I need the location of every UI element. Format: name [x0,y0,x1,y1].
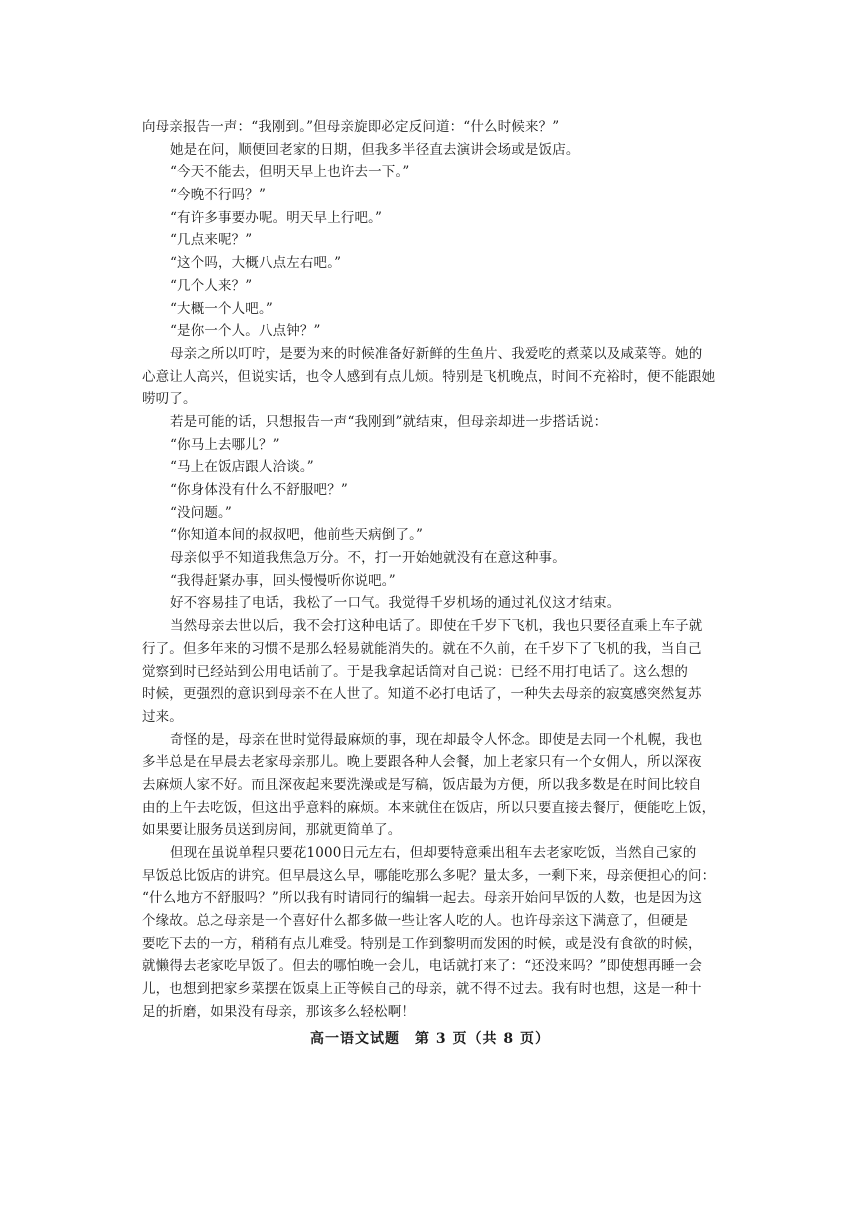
text-line: “今晚不行吗？” [170,187,267,204]
document-body [142,116,734,1024]
text-line: 个缘故。总之母亲是一个喜好什么都多做一些让客人吃的人。也许母亲这下满意了，但硬是 [142,913,688,930]
text-line: 母亲之所以叮咛，是要为来的时候准备好新鲜的生鱼片、我爱吃的煮菜以及咸菜等。她的 [170,345,703,362]
text-line: “几点来呢？” [170,232,253,249]
text-line: “你身体没有什么不舒服吧？” [170,482,348,498]
text-line: 行了。但多年来的习惯不是那么轻易就能消失的。就在不久前，在千岁下了飞机的我，当自己 [142,640,702,657]
text-line: “是你一个人。八点钟？” [170,323,321,340]
text-line: 但现在虽说单程只要花1000日元左右，但却要特意乘出租车去老家吃饭，当然自己家的 [170,845,697,861]
text-line: 要吃下去的一方，稍稍有点儿难受。特别是工作到黎明而发困的时候，或是没有食欲的时候， [142,935,702,952]
text-line: 如果要让服务员送到房间，那就更简单了。 [142,822,402,839]
text-line: “什么地方不舒服吗？”所以我有时请同行的编辑一起去。母亲开始问早饭的人数，也是因为这 [142,890,703,907]
text-line: “几个人来？” [170,277,253,294]
text-line: “马上在饭店跟人洽谈。” [170,459,314,476]
text-line: 奇怪的是，母亲在世时觉得最麻烦的事，现在却最令人怀念。即使是去同一个札幌，我也 [170,731,703,748]
text-line: 好不容易挂了电话，我松了一口气。我觉得千岁机场的通过礼仪这才结束。 [170,595,621,612]
text-line: 早饭总比饭店的讲究。但早晨这么早，哪能吃那么多呢？量太多，一剩下来，母亲便担心的问： [142,867,716,884]
text-line: “这个吗，大概八点左右吧。” [170,255,342,272]
text-line: “大概一个人吧。” [170,300,273,317]
text-line: 当然母亲去世以后，我不会打这种电话了。即使在千岁下飞机，我也只要径直乘上车子就 [170,618,703,635]
text-line: “有许多事要办呢。明天早上行吧。” [170,209,383,226]
text-line: 由的上午去吃饭，但这出乎意料的麻烦。本来就住在饭店，所以只要直接去餐厅，便能吃上饭， [142,799,716,816]
text-line: “你马上去哪儿？” [170,436,280,453]
text-line: 向母亲报告一声：“我刚到。”但母亲旋即必定反问道：“什么时候来？” [142,119,560,135]
text-line: 唠叨了。 [142,391,197,408]
text-line: “没问题。” [170,504,232,521]
text-line: 去麻烦人家不好。而且深夜起来要洗澡或是写稿，饭店最为方便，所以我多数是在时间比较自 [142,776,702,793]
page-footer: 高一语文试题 第 3 页（共 8 页） [310,1031,550,1047]
text-line: 母亲似乎不知道我焦急万分。不，打一开始她就没有在意这种事。 [170,550,566,567]
text-line: 若是可能的话，只想报告一声“我刚到”就结束，但母亲却进一步搭话说： [170,413,608,430]
text-line: 就懒得去老家吃早饭了。但去的哪怕晚一会儿，电话就打来了：“还没来吗？”即使想再睡一会 [142,958,703,975]
text-line: 儿，也想到把家乡菜摆在饭桌上正等候自己的母亲，就不得不过去。我有时也想，这是一种十 [142,981,702,998]
text-line: 她是在问，顺便回老家的日期，但我多半径直去演讲会场或是饭店。 [170,141,580,158]
text-line: 足的折磨，如果没有母亲，那该多么轻松啊！ [142,1003,415,1020]
text-line: “今天不能去，但明天早上也许去一下。” [170,164,410,181]
text-line: 心意让人高兴，但说实话，也令人感到有点儿烦。特别是飞机晚点，时间不充裕时，便不能跟她 [142,368,716,385]
text-line: 觉察到时已经站到公用电话前了。于是我拿起话筒对自己说：已经不用打电话了。这么想的 [142,663,688,680]
text-line: 多半总是在早晨去老家母亲那儿。晚上要跟各种人会餐，加上老家只有一个女佣人，所以深夜 [142,754,702,771]
text-line: 时候，更强烈的意识到母亲不在人世了。知道不必打电话了，一种失去母亲的寂寞感突然复苏 [142,686,702,703]
text-line: “我得赶紧办事，回头慢慢听你说吧。” [170,572,396,589]
text-line: 过来。 [142,708,183,725]
text-line: “你知道本间的叔叔吧，他前些天病倒了。” [170,527,424,544]
